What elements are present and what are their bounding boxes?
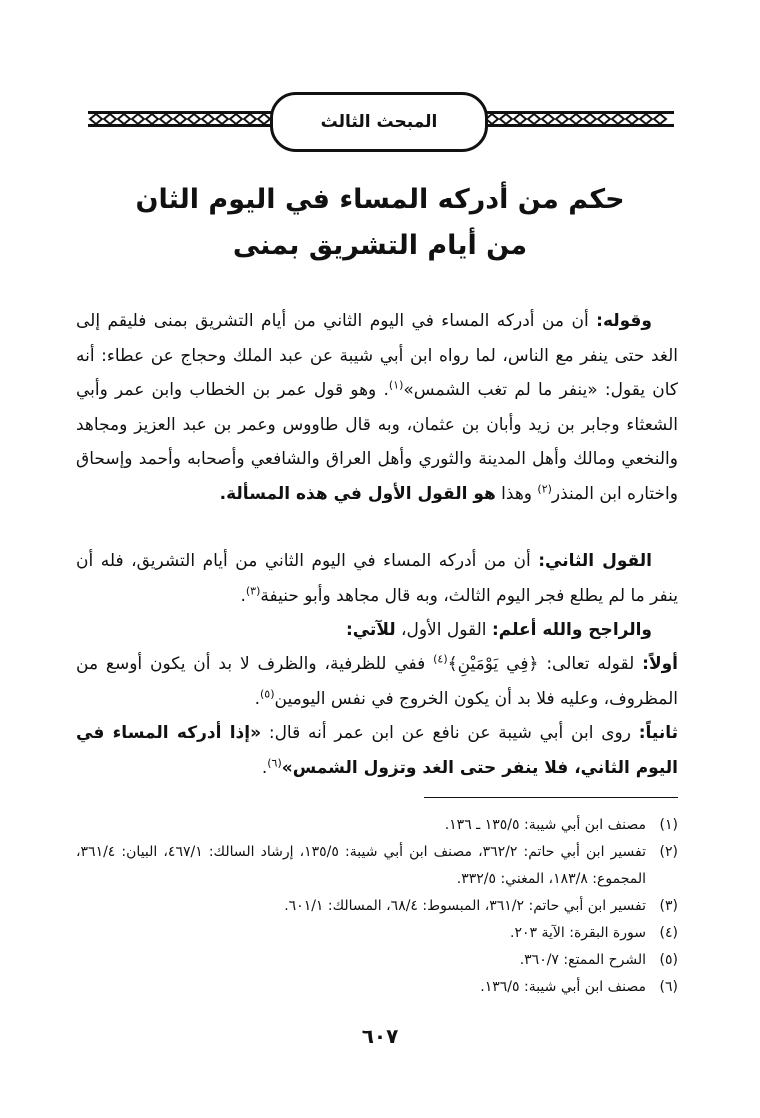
paragraph-lead: القول الثاني: [538,551,652,571]
chapter-title-line-2: من أيام التشريق بمنى [232,230,528,261]
paragraph-2 [76,544,678,613]
footnote-item [76,920,678,947]
quoted-text: «إذا أدركه المساء في اليوم الثاني، فلا ينفر حتى الغد وتزول الشمس» [76,723,678,778]
paragraph-text: . وهو قول عمر بن الخطاب وابن عمر وأبي الشعثاء وجابر بن زيد وأبان بن عثمان، وبه قال طاووس وعمر بن عبد العزيز ومجاهد والنخعي ومالك وأهل المدينة والثوري وأهل العراق والشافعي وأصحابه وأحمد وإسحاق واختاره ابن المنذر [76,380,678,504]
paragraph-text: لقوله تعالى: ﴿فِي يَوْمَيْنِ﴾ [447,654,643,674]
paragraph-lead: والراجح والله أعلم: [491,620,652,640]
footnote-item [76,947,678,974]
footnote-ref: (٤) [433,652,448,666]
paragraph-text: أن من أدركه المساء في اليوم الثاني من أيام التشريق، فله أن ينفر ما لم يطلع فجر اليوم الثالث، وبه قال مجاهد وأبو حنيفة [76,551,678,606]
section-cartouche [270,92,488,152]
footnote-number: (٤) [659,925,678,941]
paragraph-lead: أولاً: [642,654,678,674]
footnote-item [76,812,678,839]
paragraph-4 [76,647,678,716]
paragraph-text: ففي للظرفية، والظرف لا بد أن يكون أوسع من المظروف، وعليه فلا بد أن يكون الخروج في نفس اليومين [76,654,678,709]
footnote-ref: (٦) [267,755,282,769]
paragraph-1 [76,304,678,511]
footnote-text: الشرح الممتع: ٣٦٠/٧. [519,952,646,968]
footnote-ref: (٢) [537,481,552,495]
footnote-ref: (١) [388,378,404,392]
paragraph-5 [76,716,678,785]
footnote-text: سورة البقرة: الآية ٢٠٣. [510,925,646,941]
section-label: المبحث الثالث [320,112,438,132]
footnote-text: مصنف ابن أبي شيبة: ١٣٥/٥ ـ ١٣٦. [444,817,646,833]
footnote-number: (٥) [659,952,678,968]
footnote-text: تفسير ابن أبي حاتم: ٣٦١/٢، المبسوط: ٦٨/٤، المسالك: ٦٠١/١. [284,898,646,914]
paragraph-text: روى ابن أبي شيبة عن نافع عن ابن عمر أنه قال: [261,723,639,743]
chapter-title-line-1: حكم من أدركه المساء في اليوم الثان [135,184,625,215]
paragraph-end: . [261,757,268,778]
paragraph-end: . [254,688,260,709]
footnote-text: مصنف ابن أبي شيبة: ١٣٦/٥. [480,979,646,995]
paragraph-text: القول الأول، [395,620,492,640]
footnote-ref: (٣) [245,583,261,597]
page-number: ٦٠٧ [361,1024,399,1048]
paragraph-text: وهذا [495,483,538,504]
footnote-number: (٣) [659,898,678,914]
paragraph-text: أن من أدركه المساء في اليوم الثاني من أيام التشريق بمنى فليقم إلى الغد حتى ينفر مع الناس، لما رواه ابن أبي شيبة عن عبد الملك وحجاج عن عطاء: أنه كان يقول: «ينفر ما لم تغب الشمس» [76,311,678,400]
footnote-ref: (٥) [260,686,275,700]
paragraph-bold-end: هو القول الأول في هذه المسألة. [219,483,496,504]
footnote-number: (٢) [659,844,678,860]
paragraph-tail: للآتي: [345,620,396,640]
footnote-item [76,893,678,920]
footnotes [76,812,678,1001]
paragraph-lead: وقوله: [596,311,652,331]
footnote-item [76,974,678,1001]
footnote-number: (١) [659,817,678,833]
paragraph-end: . [240,585,246,606]
footnote-text: تفسير ابن أبي حاتم: ٣٦٢/٢، مصنف ابن أبي شيبة: ١٣٥/٥، إرشاد السالك: ٤٦٧/١، البيان: ٣٦١/٤، المجموع: ١٨٣/٨، المغني: ٣٣٢/٥. [76,844,646,887]
footnote-number: (٦) [659,979,678,995]
paragraph-lead: ثانياً: [638,723,678,743]
footnote-item [76,839,678,893]
footnote-divider [424,797,678,798]
paragraph-3 [76,613,678,648]
